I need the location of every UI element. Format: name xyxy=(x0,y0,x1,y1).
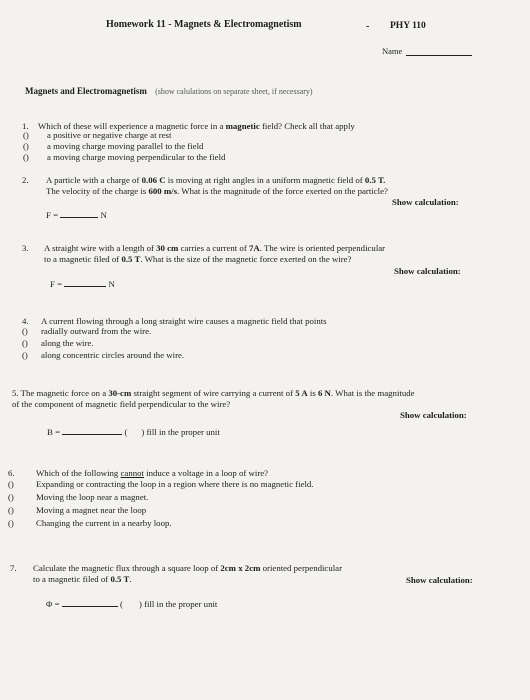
q3-number: 3. xyxy=(22,243,29,253)
q5-show-calculation: Show calculation: xyxy=(400,410,467,420)
q5-text-line1: 5. The magnetic force on a 30-cm straight segment of wire carrying a current of 5 A is 6 N. What is the magnitude xyxy=(12,388,415,398)
q6-option-label: Expanding or contracting the loop in a region where there is no magnetic field. xyxy=(36,479,314,489)
q3-show-calculation: Show calculation: xyxy=(394,266,461,276)
q1-number: 1. xyxy=(22,121,29,131)
q6-number: 6. xyxy=(8,468,15,478)
q1-option-label: a moving charge moving parallel to the field xyxy=(47,141,204,151)
q6-option-checkbox[interactable]: () xyxy=(8,518,14,528)
q4-option-label: along the wire. xyxy=(41,338,94,348)
q4-option-checkbox[interactable]: () xyxy=(22,326,28,336)
q4-option-label: along concentric circles around the wire. xyxy=(41,350,185,360)
q1-text: Which of these will experience a magnetic force in a magnetic field? Check all that apply xyxy=(38,121,355,131)
q3-text-line1: A straight wire with a length of 30 cm carries a current of 7A. The wire is oriented perpendicular xyxy=(44,243,386,253)
q6-option-label: Moving a magnet near the loop xyxy=(36,505,147,515)
q6-option-label: Moving the loop near a magnet. xyxy=(36,492,149,502)
course-code: PHY 110 xyxy=(390,21,426,31)
q6-text: Which of the following cannot induce a voltage in a loop of wire? xyxy=(36,468,269,478)
q5-answer: B = ( ) fill in the proper unit xyxy=(47,427,220,437)
q7-answer-blank[interactable] xyxy=(62,598,118,607)
name-label: Name xyxy=(382,46,403,56)
q1-option-label: a moving charge moving perpendicular to the field xyxy=(47,152,226,162)
q4-option-checkbox[interactable]: () xyxy=(22,350,28,360)
q5-answer-blank[interactable] xyxy=(62,426,122,435)
q3-answer: F = N xyxy=(50,279,115,289)
name-line[interactable] xyxy=(406,55,472,56)
q2-text-line2: The velocity of the charge is 600 m/s. What is the magnitude of the force exerted on the particle? xyxy=(46,186,388,196)
q4-text: A current flowing through a long straight wire causes a magnetic field that points xyxy=(41,316,327,326)
q2-show-calculation: Show calculation: xyxy=(392,197,459,207)
q4-number: 4. xyxy=(22,316,29,326)
q7-answer: Φ = ( ) fill in the proper unit xyxy=(46,599,218,609)
q5-text-line2: of the component of magnetic field perpendicular to the wire? xyxy=(12,399,231,409)
q7-unit-blank[interactable] xyxy=(123,599,139,607)
q7-number: 7. xyxy=(10,563,17,573)
q2-answer: F = N xyxy=(46,210,107,220)
q2-number: 2. xyxy=(22,175,29,185)
q1-option-label: a positive or negative charge at rest xyxy=(47,130,172,140)
q5-unit-blank[interactable] xyxy=(127,427,141,435)
q3-text-line2: to a magnetic filed of 0.5 T. What is the size of the magnetic force exerted on the wire? xyxy=(44,254,352,264)
section-title: Magnets and Electromagnetism xyxy=(25,86,147,96)
q6-option-label: Changing the current in a nearby loop. xyxy=(36,518,172,528)
q2-text-line1: A particle with a charge of 0.06 C is moving at right angles in a uniform magnetic field of 0.5 T. xyxy=(46,175,386,185)
q7-text-line1: Calculate the magnetic flux through a square loop of 2cm x 2cm oriented perpendicular xyxy=(33,563,343,573)
q1-option-checkbox[interactable]: () xyxy=(23,141,29,151)
q7-text-line2: to a magnetic filed of 0.5 T. xyxy=(33,574,132,584)
section-note: (show calulations on separate sheet, if necessary) xyxy=(155,87,313,96)
q7-show-calculation: Show calculation: xyxy=(406,575,473,585)
header-dash: - xyxy=(366,21,370,32)
q4-option-checkbox[interactable]: () xyxy=(22,338,28,348)
q6-option-checkbox[interactable]: () xyxy=(8,479,14,489)
q6-option-checkbox[interactable]: () xyxy=(8,492,14,502)
q6-option-checkbox[interactable]: () xyxy=(8,505,14,515)
q1-option-checkbox[interactable]: () xyxy=(23,152,29,162)
q2-answer-blank[interactable] xyxy=(60,209,98,218)
q4-option-label: radially outward from the wire. xyxy=(41,326,152,336)
q1-option-checkbox[interactable]: () xyxy=(23,130,29,140)
homework-title: Homework 11 - Magnets & Electromagnetism xyxy=(106,19,302,30)
q3-answer-blank[interactable] xyxy=(64,278,106,287)
section-heading xyxy=(25,86,313,96)
